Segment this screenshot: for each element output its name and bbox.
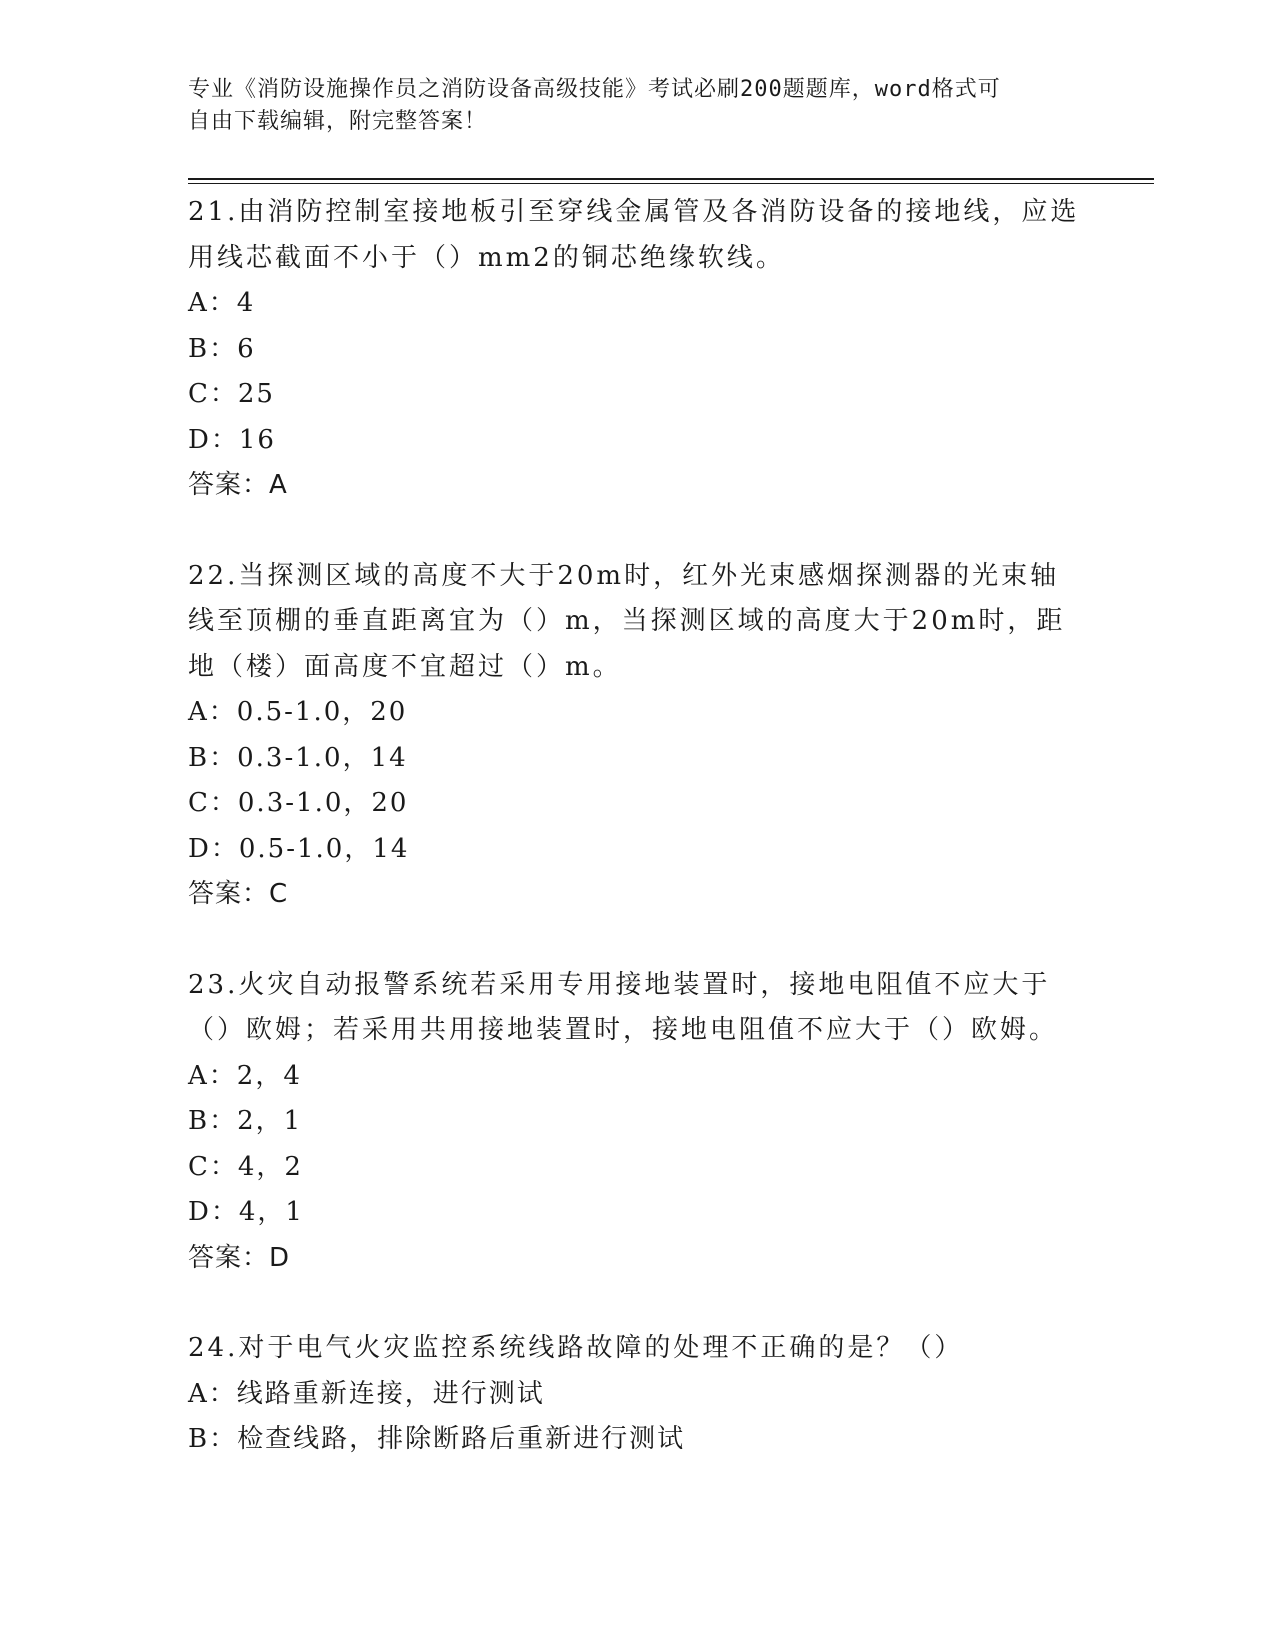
question-24: [188, 1326, 1088, 1463]
option-b: B：2，1: [188, 1106, 303, 1136]
option-d: D：4，1: [188, 1197, 304, 1227]
header-divider-thick: [188, 178, 1154, 180]
answer-label: 答案：C: [188, 879, 289, 909]
option-c: C：0.3-1.0，20: [188, 788, 409, 818]
answer-label: 答案：D: [188, 1242, 291, 1273]
option-b: B：检查线路，排除断路后重新进行测试: [188, 1424, 686, 1454]
header-divider-thin: [188, 183, 1154, 184]
question-text: 21.由消防控制室接地板引至穿线金属管及各消防设备的接地线，应选用线芯截面不小于（）mm2的铜芯绝缘软线。: [188, 197, 1080, 273]
option-b: B：6: [188, 333, 256, 364]
question-22: [188, 554, 1088, 918]
question-23: [188, 963, 1088, 1282]
question-text: 22.当探测区域的高度不大于20m时，红外光束感烟探测器的光束轴线至顶棚的垂直距离宜为（）m，当探测区域的高度大于20m时，距地（楼）面高度不宜超过（）m。: [188, 560, 1066, 682]
option-d: D：0.5-1.0，14: [188, 833, 410, 864]
option-d: D：16: [188, 424, 276, 455]
option-b: B：0.3-1.0，14: [188, 742, 408, 773]
question-21: [188, 190, 1088, 509]
header-line-1: 专业《消防设施操作员之消防设备高级技能》考试必刷200题题库，word格式可: [188, 77, 1001, 102]
question-text: 23.火灾自动报警系统若采用专用接地装置时，接地电阻值不应大于（）欧姆；若采用共用接地装置时，接地电阻值不应大于（）欧姆。: [188, 969, 1059, 1045]
document-header: [188, 74, 1068, 138]
answer-label: 答案：A: [188, 470, 288, 500]
header-line-2: 自由下载编辑，附完整答案！: [188, 109, 488, 134]
question-text: 24.对于电气火灾监控系统线路故障的处理不正确的是？（）: [188, 1333, 964, 1363]
option-c: C：4，2: [188, 1151, 303, 1182]
option-a: A：4: [188, 288, 256, 318]
option-a: A：线路重新连接，进行测试: [188, 1378, 545, 1409]
option-c: C：25: [188, 379, 275, 409]
option-a: A：0.5-1.0，20: [188, 697, 408, 727]
question-list: [188, 190, 1088, 1508]
option-a: A：2，4: [188, 1060, 302, 1091]
